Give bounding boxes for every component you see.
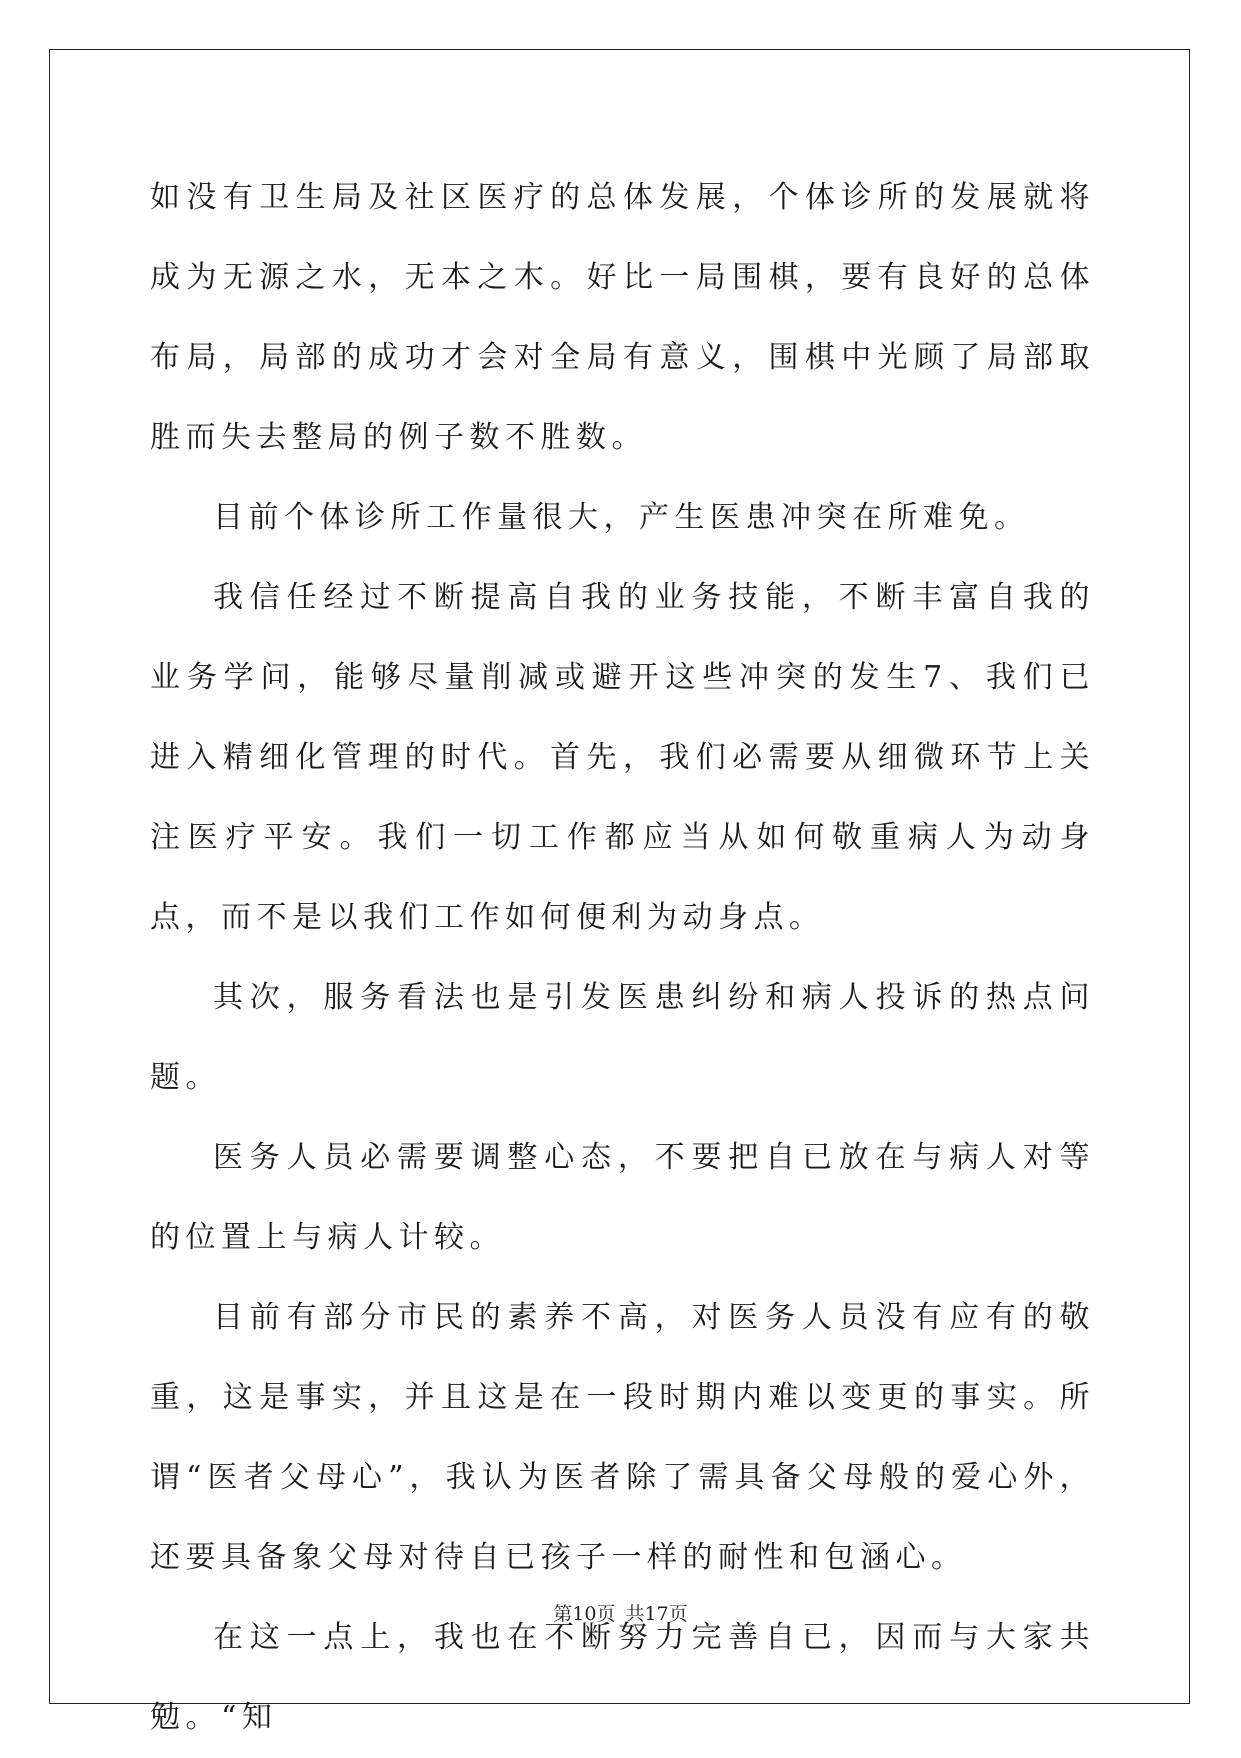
paragraph-4: 其次，服务看法也是引发医患纠纷和病人投诉的热点问题。: [150, 980, 1095, 1095]
paragraph-6: 目前有部分市民的素养不高，对医务人员没有应有的敬重，这是事实，并且这是在一段时期内难以变更的事实。所谓“医者父母心”，我认为医者除了需具备父母般的爱心外，还要具备象父母对待自已孩子一样的耐性和包涵心。: [150, 1300, 1095, 1575]
paragraph-7: 在这一点上，我也在不断努力完善自已，因而与大家共勉。“知: [150, 1620, 1095, 1735]
paragraph-5: 医务人员必需要调整心态，不要把自已放在与病人对等的位置上与病人计较。: [150, 1140, 1095, 1255]
paragraph-2: 目前个体诊所工作量很大，产生医患冲突在所难免。: [213, 500, 1030, 535]
total-pages-label: 共17页: [625, 1603, 688, 1625]
document-body: [150, 158, 1095, 1758]
page-footer: [0, 1602, 1241, 1626]
current-page-label: 第10页: [553, 1603, 616, 1625]
paragraph-1: 如没有卫生局及社区医疗的总体发展，个体诊所的发展就将成为无源之水，无本之木。好比一局围棋，要有良好的总体布局，局部的成功才会对全局有意义，围棋中光顾了局部取胜而失去整局的例子数不胜数。: [150, 180, 1095, 455]
paragraph-3: 我信任经过不断提高自我的业务技能，不断丰富自我的业务学问，能够尽量削减或避开这些冲突的发生7、我们已进入精细化管理的时代。首先，我们必需要从细微环节上关注医疗平安。我们一切工作都应当从如何敬重病人为动身点，而不是以我们工作如何便利为动身点。: [150, 580, 1095, 935]
